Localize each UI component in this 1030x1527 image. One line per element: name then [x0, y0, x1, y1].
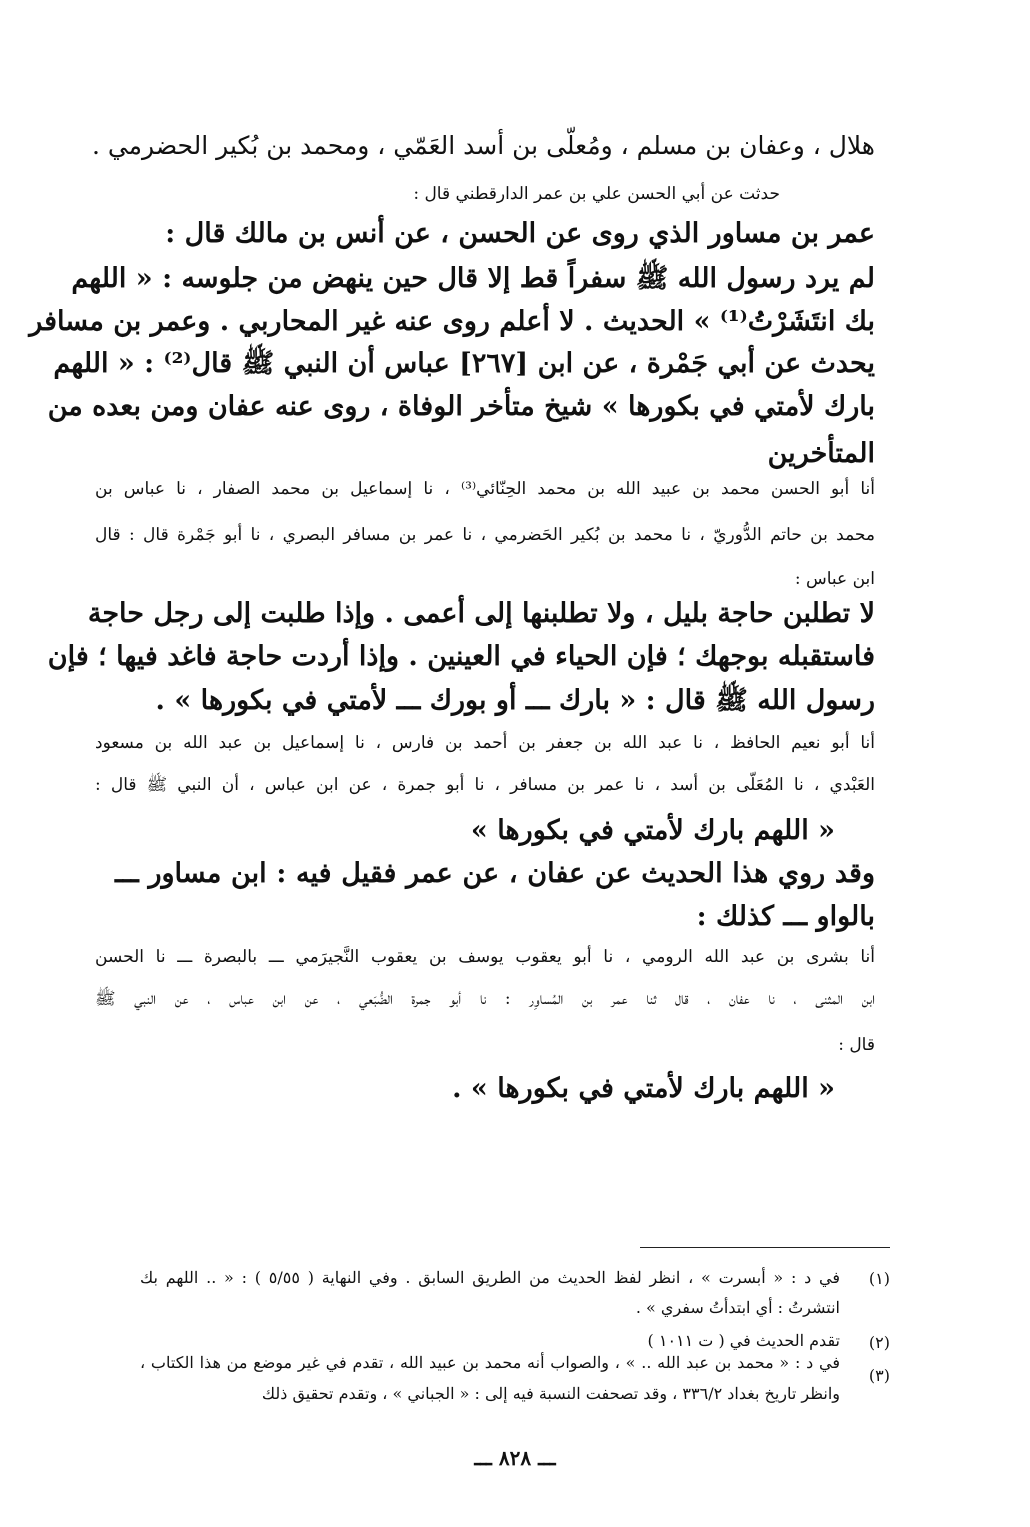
isnad-line: أنا أبو نعيم الحافظ ، نا عبد الله بن جعفر بن أحمد بن فارس ، نا إسماعيل بن عبد الله بن مسعود [95, 733, 875, 753]
text-line: المتأخرين [767, 438, 875, 469]
footnote-number: (٣) [868, 1366, 890, 1385]
text-line: « اللهم بارك لأمتي في بكورها » [470, 815, 835, 846]
footnote-separator [640, 1247, 890, 1248]
text-line: وقد روي هذا الحديث عن عفان ، عن عمر فقيل فيه : ابن مساور ـــ [115, 858, 875, 889]
text-line: فاستقبله بوجهك ؛ فإن الحياء في العينين . وإذا أردت حاجة فاغد فيها ؛ فإن [47, 641, 875, 672]
footnote-number: (٢) [868, 1333, 890, 1352]
text-line: بارك لأمتي في بكورها » شيخ متأخر الوفاة ، روى عنه عفان ومن بعده من [47, 391, 875, 422]
isnad-line: أنا بشرى بن عبد الله الرومي ، نا أبو يعقوب يوسف بن يعقوب النَّجيرَمي ـــ بالبصرة ـــ نا الحسن [95, 947, 875, 967]
footnote-line: تقدم الحديث في ( ت ١٠١١ ) [647, 1331, 840, 1350]
text-line: يحدث عن أبي جَمْرة ، عن ابن [٢٦٧] عباس أن النبي ﷺ قال⁽²⁾ : « اللهم [53, 348, 875, 379]
footnote-line: انتشرتُ : أي ابتدأتُ سفري » . [635, 1298, 840, 1317]
isnad-line: حدثت عن أبي الحسن علي بن عمر الدارقطني قال : [413, 184, 780, 204]
footnote-line: وانظر تاريخ بغداد ٣٣٦/٢ ، وقد تصحفت النسبة فيه إلى : « الجباني » ، وتقدم تحقيق ذلك [261, 1384, 840, 1403]
text-line: هلال ، وعفان بن مسلم ، ومُعلّى بن أسد العَمّي ، ومحمد بن بُكير الحضرمي . [91, 131, 875, 160]
text-line: بالواو ـــ كذلك : [696, 901, 875, 932]
text-line: « اللهم بارك لأمتي في بكورها » . [452, 1073, 835, 1104]
text-line: رسول الله ﷺ قال : « بارك ـــ أو بورك ـــ لأمتي في بكورها » . [155, 685, 875, 716]
footnote-line: في د : « محمد بن عبد الله .. » ، والصواب أنه محمد بن عبيد الله ، تقدم في غير موضع من هذا الكتاب ، [140, 1353, 840, 1372]
page-number: ـــ ٨٢٨ ـــ [474, 1446, 556, 1470]
text-line: لم يرد رسول الله ﷺ سفراً قط إلا قال حين ينهض من جلوسه : « اللهم [71, 263, 875, 294]
isnad-line: محمد بن حاتم الدُّوريّ ، نا محمد بن بُكير الحَضرمي ، نا عمر بن مسافر البصري ، نا أبو جَمْرة قال : قال [95, 525, 875, 545]
footnote-number: (١) [868, 1269, 890, 1288]
isnad-line: ابن عباس : [794, 569, 875, 589]
isnad-line: قال : [838, 1035, 875, 1055]
isnad-line: العَبْدي ، نا المُعَلّى بن أسد ، نا عمر بن مسافر ، نا أبو جمرة ، عن ابن عباس ، أن النبي ﷺ قال : [95, 775, 875, 795]
footnote-line: في د : « أبسرت » ، انظر لفظ الحديث من الطريق السابق . وفي النهاية ( ٥/٥٥ ) : « .. اللهم بك [140, 1268, 841, 1287]
text-line: لا تطلبن حاجة بليل ، ولا تطلبنها إلى أعمى . وإذا طلبت إلى رجل حاجة [87, 598, 875, 629]
text-line: عمر بن مساور الذي روى عن الحسن ، عن أنس بن مالك قال : [165, 218, 875, 249]
isnad-line: ابن المثنى ، نا عفان ، قال ثنا عمر بن المُساوِر : نا أبو جمرة الضُّبَعي ، عن ابن عباس ، عن النبي ﷺ [95, 989, 875, 1009]
text-line: بك انتَشَرْتُ⁽¹⁾ » الحديث . لا أعلم روى عنه غير المحاربي . وعمر بن مسافر [29, 306, 875, 337]
isnad-line: أنا أبو الحسن محمد بن عبيد الله بن محمد الحِنّائي⁽³⁾ ، نا إسماعيل بن محمد الصفار ، نا عباس بن [95, 479, 875, 499]
